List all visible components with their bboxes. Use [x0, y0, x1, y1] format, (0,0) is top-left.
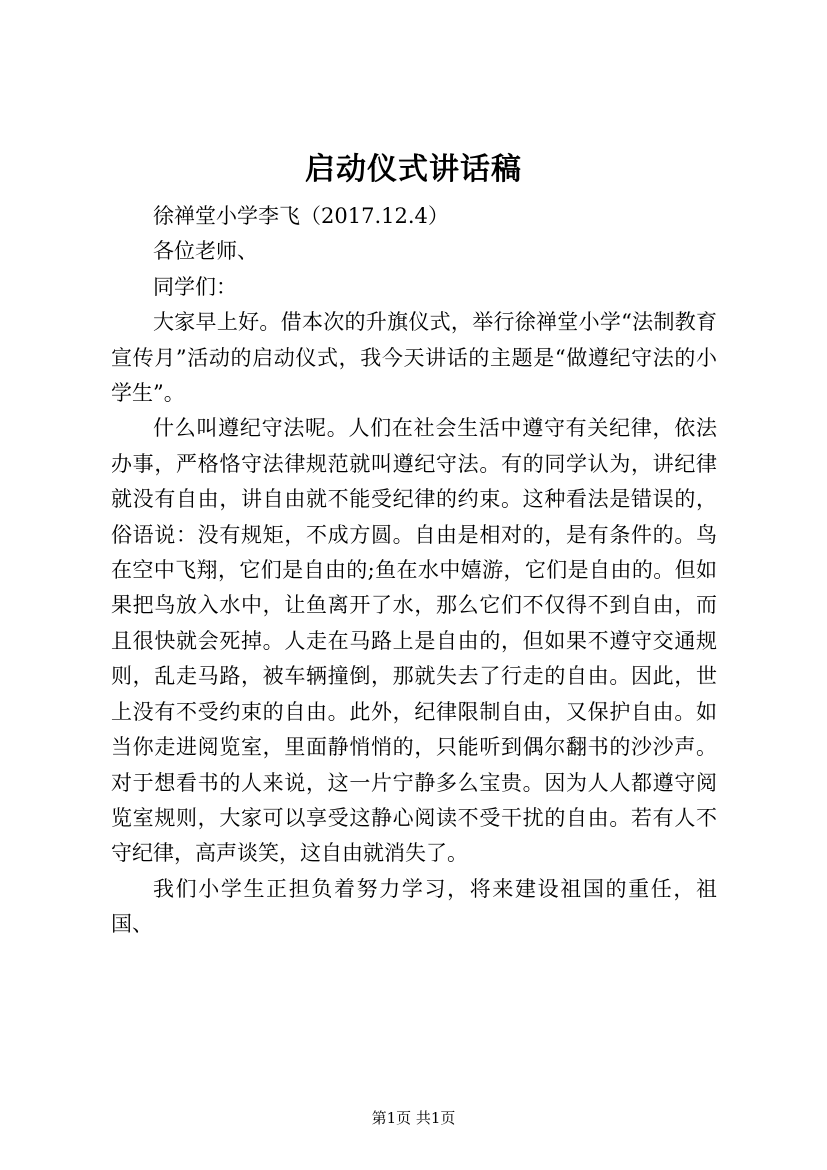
document-body: [111, 199, 717, 943]
paragraph-continued: 我们小学生正担负着努力学习，将来建设祖国的重任，祖国、: [111, 876, 717, 937]
author-line: 徐禅堂小学李飞（2017.12.4）: [153, 204, 449, 228]
paragraph-main: 什么叫遵纪守法呢。人们在社会生活中遵守有关纪律，依法办事，严格恪守法律规范就叫遵纪守法。有的同学认为，讲纪律就没有自由，讲自由就不能受纪律的约束。这种看法是错误的，俗语说：没有规矩，不成方圆。自由是相对的，是有条件的。鸟在空中飞翔，它们是自由的;鱼在水中嬉游，它们是自由的。但如果把鸟放入水中，让鱼离开了水，那么它们不仅得不到自由，而且很快就会死掉。人走在马路上是自由的，但如果不遵守交通规则，乱走马路，被车辆撞倒，那就失去了行走的自由。因此，世上没有不受约束的自由。此外，纪律限制自由，又保护自由。如当你走进阅览室，里面静悄悄的，只能听到偶尔翻书的沙沙声。对于想看书的人来说，这一片宁静多么宝贵。因为人人都遵守阅览室规则，大家可以享受这静心阅读不受干扰的自由。若有人不守纪律，高声谈笑，这自由就消失了。: [111, 416, 717, 866]
document-title: 启动仪式讲话稿: [305, 152, 522, 187]
page-footer: 第1页 共1页: [371, 1109, 456, 1127]
salutation-students: 同学们：: [153, 274, 237, 299]
salutation-teachers: 各位老师、: [153, 239, 258, 264]
paragraph-opening: 大家早上好。借本次的升旗仪式，举行徐禅堂小学“法制教育宣传月”活动的启动仪式，我今天讲话的主题是“做遵纪守法的小学生”。: [111, 310, 717, 406]
